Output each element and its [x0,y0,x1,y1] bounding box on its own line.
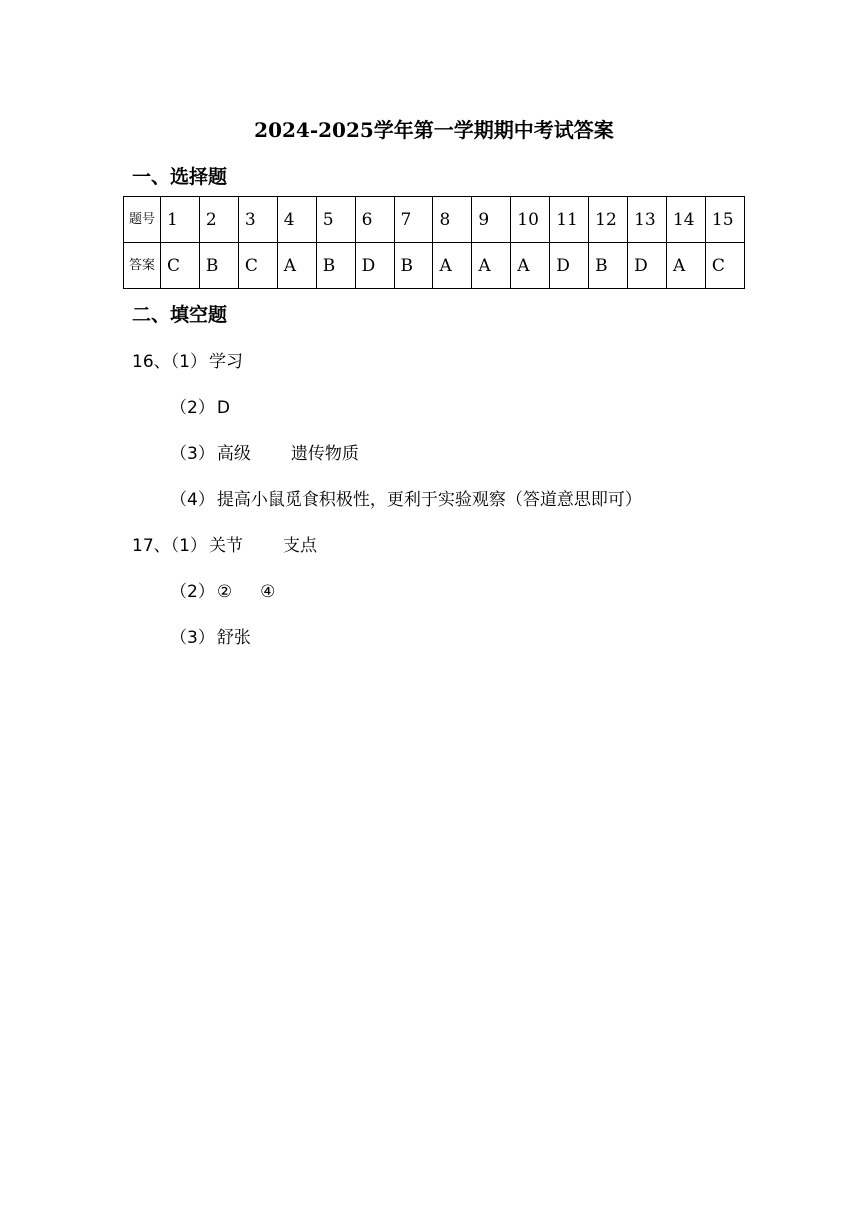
answer-cell: A [511,243,550,289]
answer-cell: C [705,243,744,289]
question-number-cell: 14 [666,197,705,243]
q17-part3 [170,623,251,648]
answer-cell: A [666,243,705,289]
question-number-cell: 15 [705,197,744,243]
answer-cell: D [355,243,394,289]
q17-p3-answer: 舒张 [216,628,251,648]
q16-p4-label: （4） [170,490,215,510]
answer-cell: C [161,243,200,289]
q17-prefix: 17、 [132,536,171,556]
q17-p1-label: （1） [170,536,207,556]
q17-p2-label: （2） [170,582,215,602]
q16-part3 [170,439,359,464]
answer-cell: A [472,243,511,289]
question-number-cell: 13 [628,197,667,243]
q17-p1-answer-b: 支点 [282,536,317,556]
question-number-cell: 11 [550,197,589,243]
question-number-cell: 6 [355,197,394,243]
q16-p3-label: （3） [170,444,215,464]
q16-p3-answer-a: 高级 [216,444,251,464]
answer-cell: D [550,243,589,289]
answer-cell: B [394,243,433,289]
question-number-cell: 8 [433,197,472,243]
q17-p3-label: （3） [170,628,215,648]
q17-part2 [170,577,275,602]
answer-cell: D [628,243,667,289]
answer-cell: A [433,243,472,289]
q17-p1-answer-a: 关节 [208,536,243,556]
question-number-cell: 4 [277,197,316,243]
q16-prefix: 16、 [132,352,171,372]
question-number-cell: 7 [394,197,433,243]
q16-p1-answer: 学习 [208,352,243,372]
answer-table [123,196,745,289]
section-heading-fill: 二、填空题 [132,304,228,326]
table-row-answers [124,243,745,289]
q17-p2-answer-a: ② [216,582,233,602]
answer-cell: B [316,243,355,289]
row-header-answer: 答案 [124,243,161,289]
answer-cell: C [238,243,277,289]
question-number-cell: 1 [161,197,200,243]
q17-part1 [132,531,317,556]
question-number-cell: 10 [511,197,550,243]
row-header-number: 题号 [124,197,161,243]
q16-part2 [170,393,230,418]
q16-part1 [132,347,243,372]
table-row-numbers [124,197,745,243]
q16-part4 [170,485,642,510]
q17-p2-answer-b: ④ [260,582,276,602]
q16-p3-answer-b: 遗传物质 [290,444,359,464]
answer-cell: B [589,243,628,289]
q16-p2-label: （2） [170,398,215,418]
answer-cell: A [277,243,316,289]
q16-p1-label: （1） [170,352,207,372]
q16-p4-answer: 提高小鼠觅食积极性，更利于实验观察（答道意思即可） [216,490,642,510]
q16-p2-answer: D [216,398,230,418]
answer-cell: B [199,243,238,289]
question-number-cell: 3 [238,197,277,243]
question-number-cell: 9 [472,197,511,243]
page-title: 2024-2025学年第一学期期中考试答案 [254,118,614,142]
section-heading-choice: 一、选择题 [132,166,228,188]
question-number-cell: 5 [316,197,355,243]
question-number-cell: 12 [589,197,628,243]
question-number-cell: 2 [199,197,238,243]
